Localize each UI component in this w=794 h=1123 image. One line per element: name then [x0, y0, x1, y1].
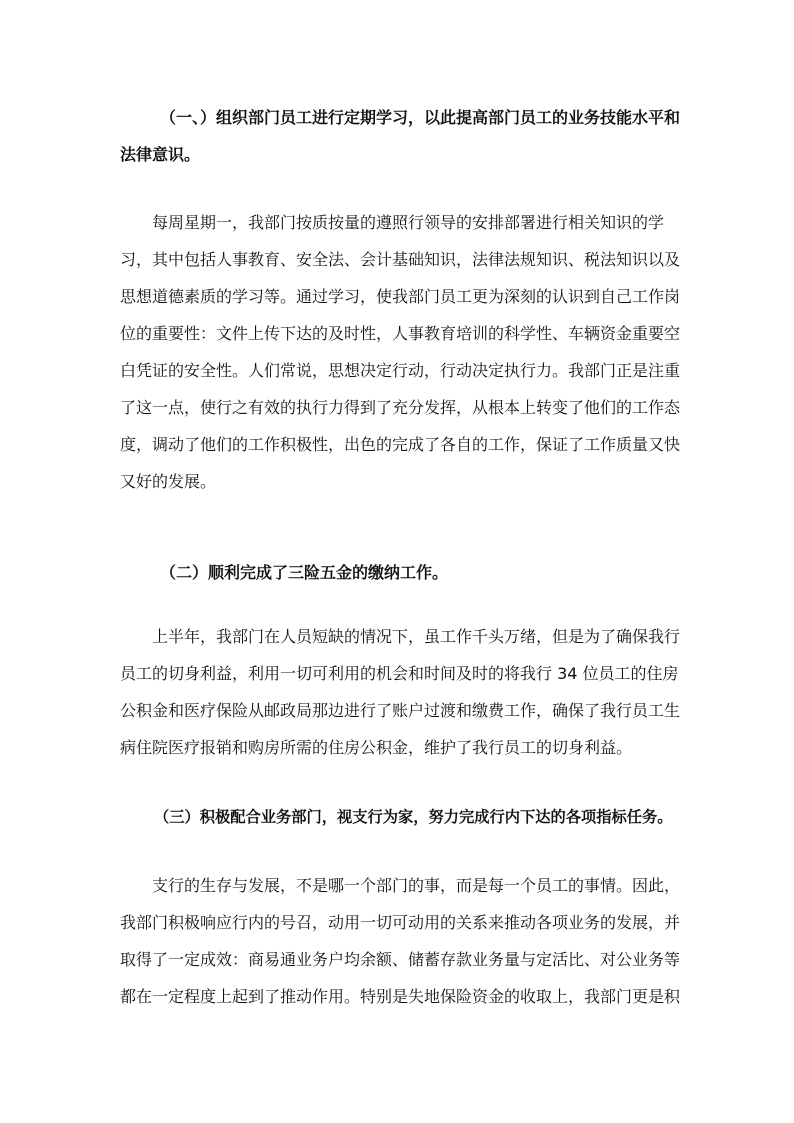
- paragraph-line: 了这一点，使行之有效的执行力得到了充分发挥，从根本上转变了他们的工作态: [120, 398, 681, 417]
- section-1-heading: [120, 99, 680, 173]
- heading-line: （三）积极配合业务部门，视支行为家，努力完成行内下达的各项指标任务。: [154, 808, 673, 826]
- paragraph-line: 取得了一定成效：商易通业务户均余额、储蓄存款业务量与定活比、对公业务等: [120, 950, 681, 969]
- paragraph-line: 病住院医疗报销和购房所需的住房公积金，维护了我行员工的切身利益。: [120, 738, 633, 757]
- paragraph-line: 上半年，我部门在人员短缺的情况下，虽工作千头万绪，但是为了确保我行: [152, 627, 681, 646]
- section-2-paragraph: [120, 618, 680, 766]
- paragraph-line: 支行的生存与发展，不是哪一个部门的事，而是每一个员工的事情。因此，: [152, 876, 681, 895]
- section-1-paragraph: [120, 204, 680, 500]
- paragraph-line: 习，其中包括人事教育、安全法、会计基础知识，法律法规知识、税法知识以及: [120, 250, 681, 269]
- heading-line: （一、）组织部门员工进行定期学习，以此提高部门员工的业务技能水平和: [160, 108, 681, 127]
- paragraph-line: 员工的切身利益，利用一切可利用的机会和时间及时的将我行 34 位员工的住房: [120, 664, 679, 683]
- section-3-paragraph: [120, 867, 680, 1015]
- section-3-heading: [120, 799, 680, 836]
- section-2-heading: [120, 554, 680, 591]
- paragraph-line: 思想道德素质的学习等。通过学习，使我部门员工更为深刻的认识到自己工作岗: [120, 287, 681, 306]
- paragraph-line: 度，调动了他们的工作积极性，出色的完成了各自的工作，保证了工作质量又快: [120, 435, 681, 454]
- paragraph-line: 位的重要性：文件上传下达的及时性，人事教育培训的科学性、车辆资金重要空: [120, 324, 681, 343]
- paragraph-line: 每周星期一，我部门按质按量的遵照行领导的安排部署进行相关知识的学: [152, 213, 665, 232]
- paragraph-line: 又好的发展。: [120, 472, 217, 491]
- heading-line: 法律意识。: [120, 145, 201, 164]
- paragraph-line: 我部门积极响应行内的号召，动用一切可动用的关系来推动各项业务的发展，并: [120, 913, 681, 932]
- paragraph-line: 白凭证的安全性。人们常说，思想决定行动，行动决定执行力。我部门正是注重: [120, 361, 681, 380]
- paragraph-line: 公积金和医疗保险从邮政局那边进行了账户过渡和缴费工作，确保了我行员工生: [120, 701, 681, 720]
- paragraph-line: 都在一定程度上起到了推动作用。特别是失地保险资金的收取上，我部门更是积: [120, 987, 681, 1006]
- heading-line: （二）顺利完成了三险五金的缴纳工作。: [160, 563, 449, 582]
